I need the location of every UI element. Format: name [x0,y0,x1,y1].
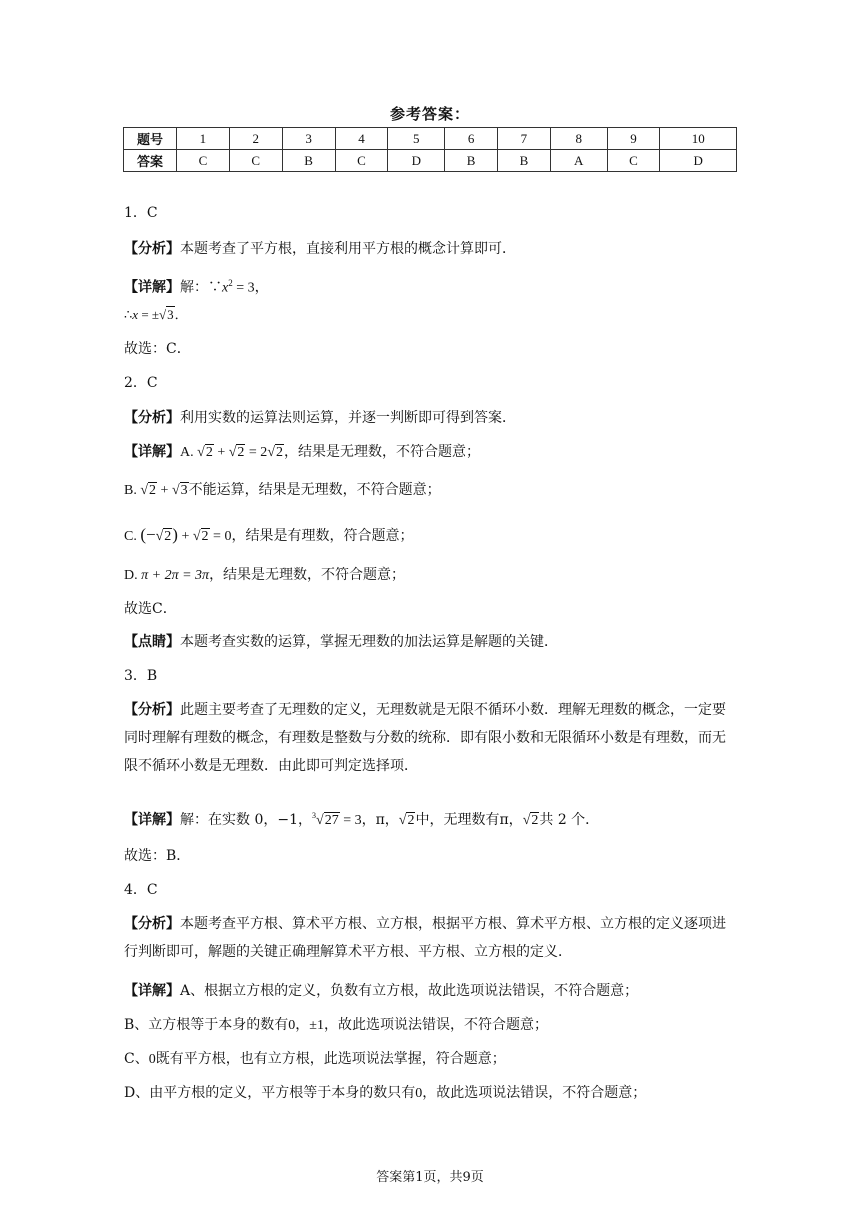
page-footer: 答案第1页，共9页 [376,1170,484,1185]
detail-text: 中，无理数有π， [415,812,523,828]
detail-text: ，结果是无理数，不符合题意； [209,567,406,583]
table-row-answers [124,150,737,172]
table-cell: 2 [229,128,282,150]
radicand: 3 [180,483,188,498]
detail-tag: 【详解】 [124,983,180,999]
detail-text: D、由平方根的定义，平方根等于本身的数只有 [124,1085,416,1101]
radicand: 2 [149,483,157,498]
q4-detail-b [124,1015,548,1036]
option-label: B. [124,483,141,498]
table-cell: C [229,150,282,172]
table-cell: A [550,150,607,172]
q4-analysis [124,910,736,966]
detail-tag: 【详解】 [124,812,180,828]
table-header-answer: 答案 [124,150,177,172]
math-text: + [157,483,172,498]
math-text: = 0 [209,529,232,544]
sqrt-expression: √2 [228,445,245,460]
math-text: 0 [148,1052,156,1067]
table-cell: C [335,150,388,172]
table-cell: 9 [607,128,660,150]
radicand: 2 [201,529,209,544]
q3-heading: 3．B [124,668,158,684]
detail-text: 既有平方根，也有立方根，此选项说法掌握，符合题意； [155,1051,506,1067]
table-cell: B [445,150,498,172]
analysis-tag: 【分析】 [124,916,180,932]
table-cell: 7 [497,128,550,150]
table-cell: C [177,150,230,172]
q2-detail-c [124,525,413,547]
math-var: x [222,280,229,296]
math-text: 0，±1 [288,1018,324,1033]
q2-detail-a [124,442,480,463]
detail-text: ，结果是无理数，不符合题意； [284,444,480,460]
math-text: π + 2π = 3π [141,568,210,583]
math-text: + [213,445,229,460]
sqrt-expression: √2 [155,529,172,544]
radicand: 27 [324,813,339,828]
q3-choice: 故选：B． [124,848,191,864]
analysis-text: 利用实数的运算法则运算，并逐一判断即可得到答案． [180,410,516,426]
q4-heading: 4．C [124,882,158,898]
page-title: 参考答案： [389,105,470,123]
q4-detail-d [124,1083,646,1104]
analysis-text: 本题考查平方根、算术平方根、立方根，根据平方根、算术平方根、立方根的定义逐项进行判断即可，解题的关键正确理解算术平方根、平方根、立方根的定义． [124,916,726,960]
sqrt-expression: √2 [398,813,415,828]
table-cell: 6 [445,128,498,150]
analysis-tag: 【分析】 [124,410,180,426]
q2-comment [124,632,558,652]
q1-analysis [124,239,516,259]
table-cell: 3 [282,128,335,150]
detail-text: 解：在实数 0，−1， [180,812,312,828]
root-index: 3 [312,811,316,820]
detail-tag: 【详解】 [124,279,180,296]
cube-root-expression: $^3$√27 [312,811,339,828]
q2-detail-d [124,565,405,586]
analysis-tag: 【分析】 [124,702,180,718]
q2-detail-b [124,480,441,501]
sqrt-expression: √2 [522,813,539,828]
q1-heading: 1．C [124,205,158,221]
radicand: 2 [205,445,213,460]
math-text: = ± [138,307,160,322]
table-cell: 10 [660,128,737,150]
radicand: 3 [167,307,174,322]
radicand: 2 [407,813,415,828]
table-cell: 5 [388,128,445,150]
sqrt-expression: √2 [192,529,209,544]
math-text: = 2 [245,445,268,460]
math-text: + [177,529,193,544]
detail-text: ，结果是有理数，符合题意； [231,528,414,544]
detail-tag: 【详解】 [124,444,180,460]
math-var: x [132,307,139,322]
table-cell: B [497,150,550,172]
table-cell: 4 [335,128,388,150]
detail-text: A、根据立方根的定义，负数有立方根，故此选项说法错误，不符合题意； [180,983,639,999]
q1-therefore [124,305,188,326]
comment-tag: 【点睛】 [124,634,180,650]
table-cell: D [388,150,445,172]
detail-text: 解：∵ [180,279,222,296]
table-header-number: 题号 [124,128,177,150]
math-text: (− [140,525,156,544]
radicand: 2 [164,529,172,544]
q3-analysis [124,696,736,780]
detail-text: ，故此选项说法错误，不符合题意； [422,1085,647,1101]
math-text: 0 [415,1086,423,1101]
analysis-text: 本题考查了平方根，直接利用平方根的概念计算即可． [180,241,516,257]
option-label: A. [180,445,198,460]
q3-detail [124,806,599,831]
detail-text: 共 2 个． [539,812,600,828]
answer-table [123,127,737,172]
q1-choice: 故选：C． [124,341,191,357]
q2-heading: 2．C [124,375,158,391]
math-exponent: 2 [228,278,233,288]
comment-text: 本题考查实数的运算，掌握无理数的加法运算是解题的关键． [180,634,558,650]
analysis-text: 此题主要考查了无理数的定义，无理数就是无限不循环小数．理解无理数的概念，一定要同时理解有理数的概念，有理数是整数与分数的统称．即有限小数和无限循环小数是有理数，而无限不循环小数是无理数．由此即可判定选择项． [124,702,726,774]
radicand: 2 [531,813,539,828]
detail-text: C、 [124,1051,149,1067]
q2-choice: 故选C． [124,601,177,617]
q2-analysis [124,408,516,428]
math-text: = 3， [232,280,269,296]
table-cell: 1 [177,128,230,150]
detail-text: ，π， [361,812,399,828]
math-text: ． [174,308,188,323]
table-row-numbers [124,128,737,150]
detail-text: 不能运算，结果是无理数，不符合题意； [188,482,441,498]
q1-detail [124,273,269,299]
sqrt-expression: √3 [159,307,174,322]
radicand: 2 [237,445,245,460]
option-label: C. [124,529,141,544]
table-cell: 8 [550,128,607,150]
option-label: D. [124,568,142,583]
detail-text: ，故此选项说法错误，不符合题意； [323,1017,548,1033]
radicand: 2 [276,445,283,460]
q4-detail-a [124,981,638,1001]
analysis-tag: 【分析】 [124,241,180,257]
q4-detail-c [124,1049,506,1070]
table-cell: C [607,150,660,172]
math-text: = 3 [339,813,362,828]
sqrt-expression: √3 [171,483,188,498]
sqrt-expression: √2 [267,445,283,460]
table-cell: B [282,150,335,172]
detail-text: B、立方根等于本身的数有 [124,1017,289,1033]
therefore-sign: ∴ [124,308,133,323]
sqrt-expression: √2 [197,445,213,460]
sqrt-expression: √2 [140,483,157,498]
math-text: ) [172,525,178,544]
table-cell: D [660,150,737,172]
